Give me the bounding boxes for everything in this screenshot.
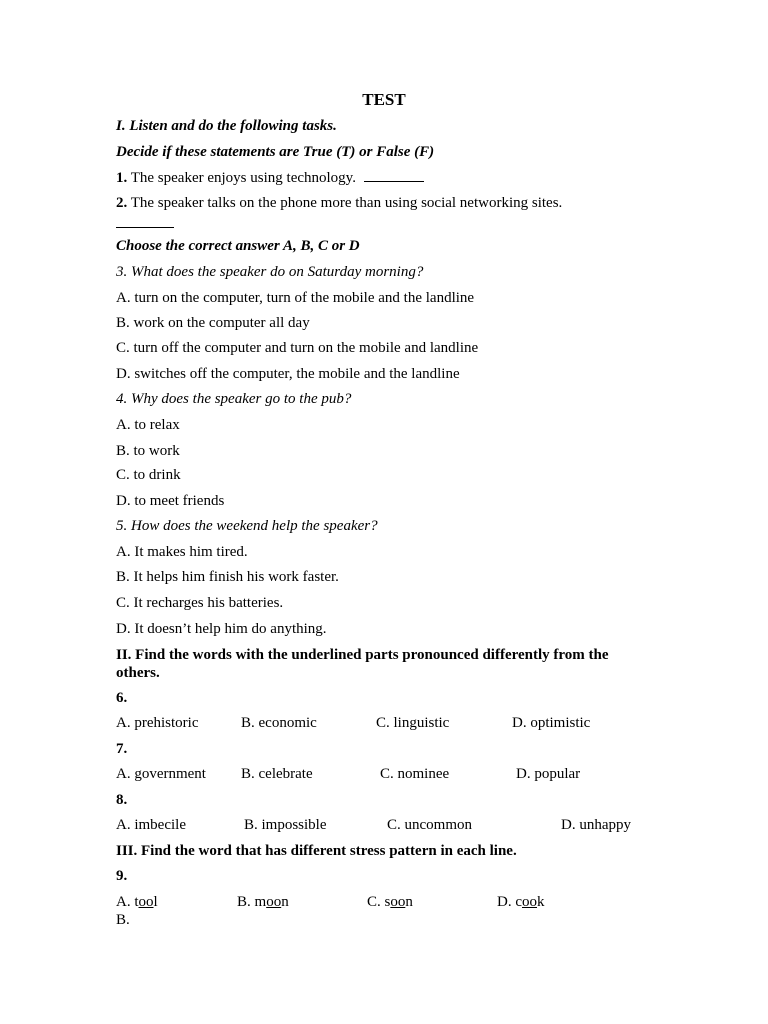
q9-option-d-suffix: k	[537, 894, 545, 910]
q9-option-b	[237, 893, 289, 911]
q4-option-d: D. to meet friends	[116, 493, 225, 509]
q8-option-a: A. imbecile	[116, 817, 186, 833]
trailing-option: B.	[116, 912, 130, 928]
question-2	[116, 194, 562, 212]
q3-option-a: A. turn on the computer, turn of the mobile and the landline	[116, 290, 475, 306]
q5-option-d: D. It doesn’t help him do anything.	[116, 621, 327, 637]
q5-option-c: C. It recharges his batteries.	[116, 595, 284, 611]
q7-option-a: A. government	[116, 766, 206, 782]
q6-option-b: B. economic	[241, 715, 317, 731]
page-title: TEST	[362, 90, 406, 109]
q9-option-b-underlined: oo	[266, 894, 282, 910]
q4-option-a: A. to relax	[116, 417, 180, 433]
question-3	[116, 263, 423, 281]
q9-option-a-prefix: A. t	[116, 894, 139, 910]
answer-blank-1[interactable]	[364, 169, 424, 182]
q8-option-b: B. impossible	[244, 817, 327, 833]
question-4-text: Why does the speaker go to the pub?	[127, 391, 352, 407]
q7-option-d: D. popular	[516, 766, 581, 782]
answer-blank-2[interactable]	[116, 217, 174, 228]
section-2-heading: II. Find the words with the underlined parts pronounced differently from the others.	[116, 647, 609, 681]
question-4	[116, 390, 351, 408]
true-false-instruction: Decide if these statements are True (T) or False (F)	[116, 144, 435, 160]
q9-option-b-suffix: n	[281, 894, 289, 910]
question-3-number: 3.	[116, 264, 128, 280]
q4-option-b: B. to work	[116, 443, 180, 459]
section-3-heading: III. Find the word that has different stress pattern in each line.	[116, 843, 517, 859]
q6-option-c: C. linguistic	[376, 715, 450, 731]
question-5-number: 5.	[116, 518, 128, 534]
q5-option-a: A. It makes him tired.	[116, 544, 248, 560]
q6-option-a: A. prehistoric	[116, 715, 199, 731]
q3-option-b: B. work on the computer all day	[116, 315, 310, 331]
q9-option-c-suffix: n	[405, 894, 413, 910]
q9-option-c-prefix: C. s	[367, 894, 391, 910]
q4-option-c: C. to drink	[116, 467, 181, 483]
q9-option-a-suffix: l	[153, 894, 158, 910]
question-5	[116, 517, 378, 535]
q9-option-a	[116, 893, 158, 911]
q9-option-d	[497, 893, 545, 911]
q7-option-b: B. celebrate	[241, 766, 313, 782]
q8-option-d: D. unhappy	[561, 817, 631, 833]
q9-option-b-prefix: B. m	[237, 894, 267, 910]
q9-option-c	[367, 893, 413, 911]
q9-option-a-underlined: oo	[138, 894, 154, 910]
question-3-text: What does the speaker do on Saturday morning?	[127, 264, 424, 280]
question-6-number: 6.	[116, 690, 128, 706]
question-2-number: 2.	[116, 195, 128, 211]
q3-option-c: C. turn off the computer and turn on the mobile and landline	[116, 340, 479, 356]
question-1	[116, 169, 424, 187]
q8-option-c: C. uncommon	[387, 817, 472, 833]
question-9-number: 9.	[116, 868, 128, 884]
q9-option-c-underlined: oo	[390, 894, 406, 910]
q9-option-d-prefix: D. c	[497, 894, 522, 910]
question-1-number: 1.	[116, 170, 128, 186]
q6-option-d: D. optimistic	[512, 715, 591, 731]
multiple-choice-instruction: Choose the correct answer A, B, C or D	[116, 238, 360, 254]
q7-option-c: C. nominee	[380, 766, 450, 782]
q5-option-b: B. It helps him finish his work faster.	[116, 569, 339, 585]
question-7-number: 7.	[116, 741, 128, 757]
section-1-heading: I. Listen and do the following tasks.	[116, 118, 337, 134]
question-4-number: 4.	[116, 391, 128, 407]
question-2-text: The speaker talks on the phone more than using social networking sites.	[127, 195, 563, 211]
question-2-blank-line	[116, 215, 174, 233]
q3-option-d: D. switches off the computer, the mobile and the landline	[116, 366, 460, 382]
question-8-number: 8.	[116, 792, 128, 808]
question-5-text: How does the weekend help the speaker?	[127, 518, 378, 534]
q9-option-d-underlined: oo	[522, 894, 537, 910]
question-1-text: The speaker enjoys using technology.	[127, 170, 360, 186]
